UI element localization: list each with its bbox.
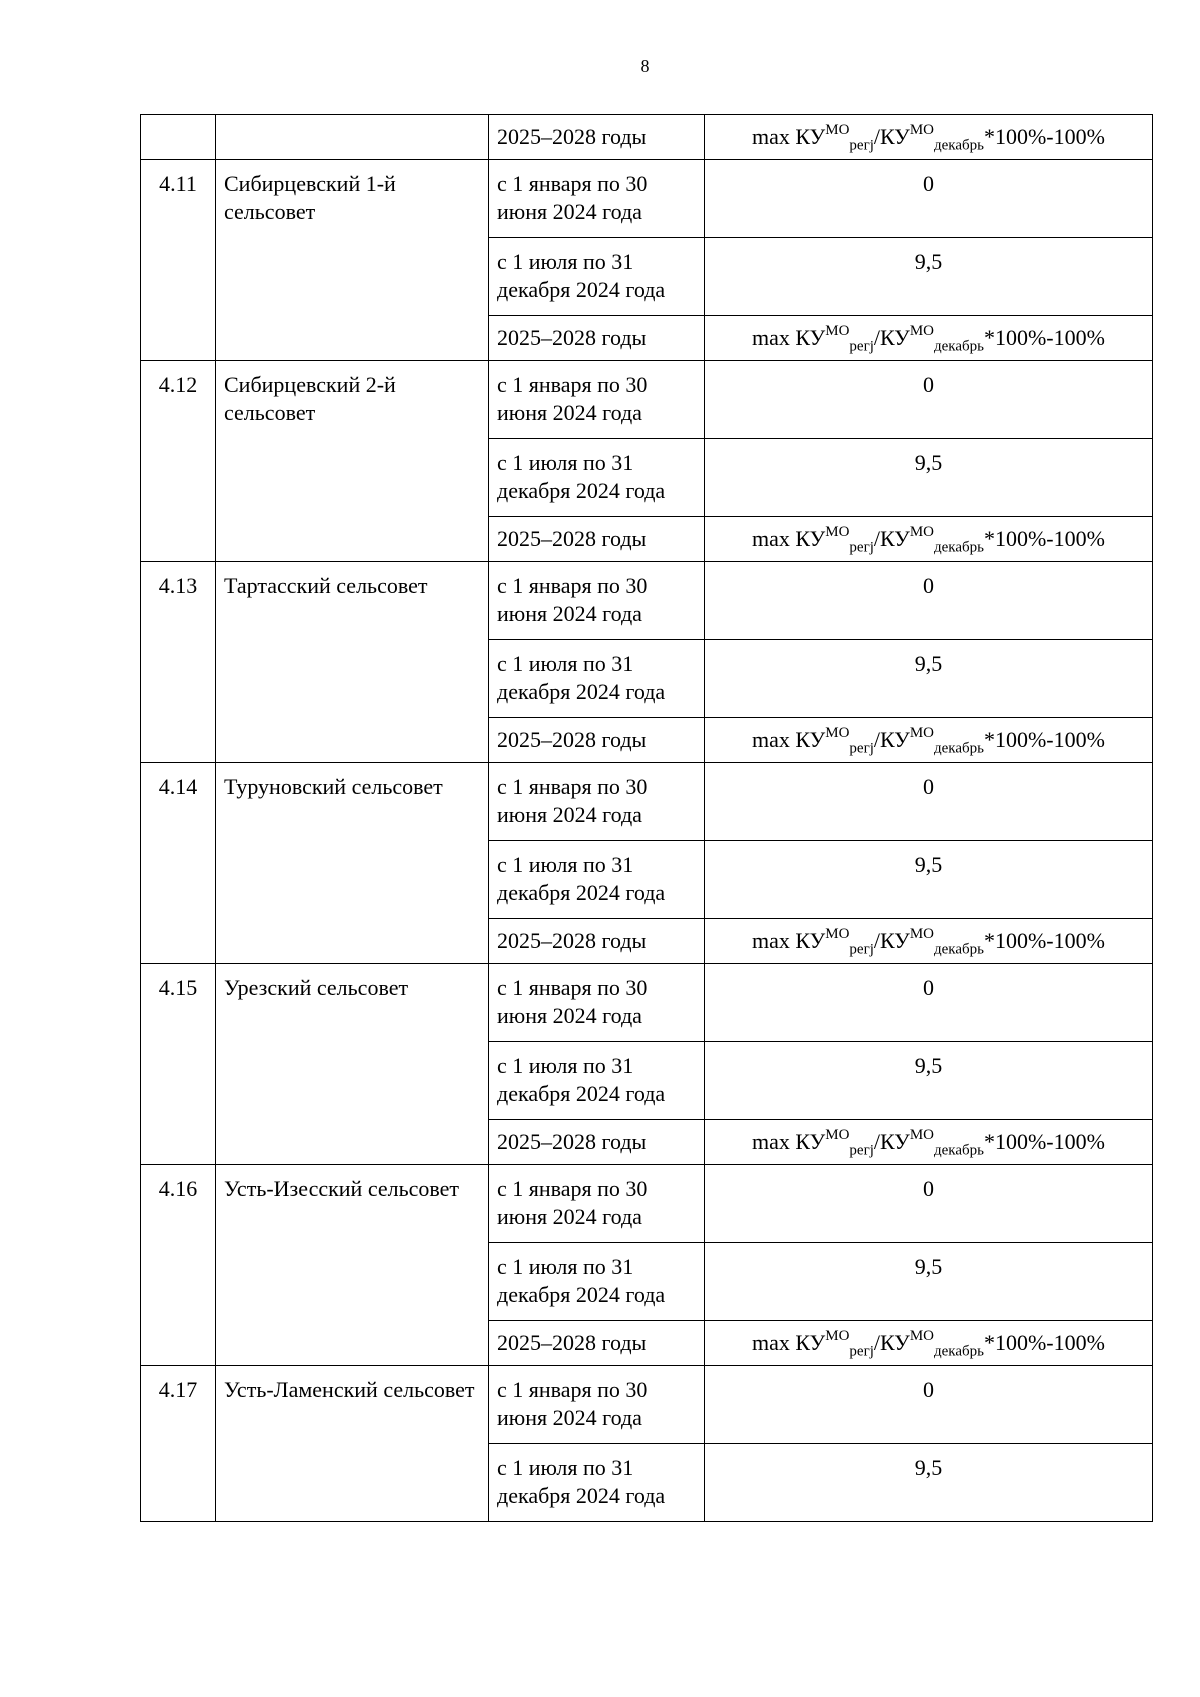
- formula-mid: /КУ: [873, 1129, 910, 1154]
- formula-cell: [705, 517, 1153, 562]
- period-cell: с 1 июля по 31 декабря 2024 года: [489, 1042, 705, 1120]
- municipality-name-cell: Туруновский сельсовет: [216, 763, 489, 964]
- period-cell: с 1 июля по 31 декабря 2024 года: [489, 1243, 705, 1321]
- municipality-name-cell: [216, 115, 489, 160]
- formula-prefix: max КУ: [752, 1330, 826, 1355]
- formula-sub-1: регj: [849, 137, 874, 154]
- formula-sub-1: регj: [849, 338, 874, 355]
- table-row: [141, 763, 1153, 841]
- value-cell: 9,5: [705, 1444, 1153, 1522]
- formula-suffix: *100%-100%: [983, 124, 1105, 149]
- row-number-cell: [141, 115, 216, 160]
- formula-sup-1: МО: [825, 1126, 850, 1143]
- value-cell: 9,5: [705, 841, 1153, 919]
- period-cell: с 1 января по 30 июня 2024 года: [489, 1165, 705, 1243]
- row-number-cell: 4.15: [141, 964, 216, 1165]
- table-row-continued: [141, 115, 1153, 160]
- formula-sup-2: МО: [909, 925, 934, 942]
- value-cell: 9,5: [705, 1243, 1153, 1321]
- formula-sup-1: МО: [825, 1327, 850, 1344]
- formula-sup-1: МО: [825, 925, 850, 942]
- row-number-cell: 4.14: [141, 763, 216, 964]
- formula-sub-2: декабрь: [933, 338, 984, 355]
- formula-cell: [705, 718, 1153, 763]
- formula-sup-1: МО: [825, 724, 850, 741]
- formula-prefix: max КУ: [752, 928, 826, 953]
- formula-sub-2: декабрь: [933, 740, 984, 757]
- period-cell: с 1 января по 30 июня 2024 года: [489, 964, 705, 1042]
- tariff-table: [140, 114, 1153, 1522]
- formula-sup-2: МО: [909, 724, 934, 741]
- formula-mid: /КУ: [873, 727, 910, 752]
- formula-sub-1: регj: [849, 740, 874, 757]
- period-cell: с 1 июля по 31 декабря 2024 года: [489, 640, 705, 718]
- period-cell: 2025–2028 годы: [489, 919, 705, 964]
- formula-sub-2: декабрь: [933, 539, 984, 556]
- formula-sub-1: регj: [849, 1343, 874, 1360]
- formula-sub-1: регj: [849, 941, 874, 958]
- formula-mid: /КУ: [873, 928, 910, 953]
- period-cell: 2025–2028 годы: [489, 316, 705, 361]
- period-cell: 2025–2028 годы: [489, 115, 705, 160]
- value-cell: 0: [705, 763, 1153, 841]
- formula-prefix: max КУ: [752, 124, 826, 149]
- formula-suffix: *100%-100%: [983, 526, 1105, 551]
- period-cell: с 1 июля по 31 декабря 2024 года: [489, 439, 705, 517]
- formula-suffix: *100%-100%: [983, 727, 1105, 752]
- formula-sup-1: МО: [825, 322, 850, 339]
- formula-mid: /КУ: [873, 124, 910, 149]
- formula-prefix: max КУ: [752, 526, 826, 551]
- table-body: [141, 115, 1153, 1522]
- formula-cell: [705, 115, 1153, 160]
- formula-sup-1: МО: [825, 523, 850, 540]
- formula-sub-1: регj: [849, 539, 874, 556]
- value-cell: 9,5: [705, 1042, 1153, 1120]
- municipality-name-cell: Сибирцевский 2-й сельсовет: [216, 361, 489, 562]
- formula-cell: [705, 316, 1153, 361]
- value-cell: 0: [705, 361, 1153, 439]
- row-number-cell: 4.17: [141, 1366, 216, 1522]
- municipality-name-cell: Усть-Изесский сельсовет: [216, 1165, 489, 1366]
- formula-mid: /КУ: [873, 526, 910, 551]
- formula-mid: /КУ: [873, 325, 910, 350]
- formula-suffix: *100%-100%: [983, 325, 1105, 350]
- formula-suffix: *100%-100%: [983, 1330, 1105, 1355]
- formula-sup-2: МО: [909, 1126, 934, 1143]
- table-row: [141, 562, 1153, 640]
- row-number-cell: 4.13: [141, 562, 216, 763]
- value-cell: 0: [705, 562, 1153, 640]
- period-cell: с 1 января по 30 июня 2024 года: [489, 763, 705, 841]
- value-cell: 0: [705, 1165, 1153, 1243]
- formula-sub-2: декабрь: [933, 1142, 984, 1159]
- table-row: [141, 361, 1153, 439]
- table-row: [141, 964, 1153, 1042]
- period-cell: с 1 июля по 31 декабря 2024 года: [489, 1444, 705, 1522]
- value-cell: 0: [705, 964, 1153, 1042]
- formula-sup-2: МО: [909, 523, 934, 540]
- value-cell: 9,5: [705, 238, 1153, 316]
- formula-cell: [705, 1321, 1153, 1366]
- municipality-name-cell: Сибирцевский 1-й сельсовет: [216, 160, 489, 361]
- period-cell: 2025–2028 годы: [489, 1321, 705, 1366]
- formula-cell: [705, 919, 1153, 964]
- period-cell: 2025–2028 годы: [489, 517, 705, 562]
- formula-suffix: *100%-100%: [983, 928, 1105, 953]
- period-cell: с 1 января по 30 июня 2024 года: [489, 1366, 705, 1444]
- formula-mid: /КУ: [873, 1330, 910, 1355]
- period-cell: с 1 июля по 31 декабря 2024 года: [489, 841, 705, 919]
- formula-sub-2: декабрь: [933, 941, 984, 958]
- formula-sub-2: декабрь: [933, 1343, 984, 1360]
- page-number: 8: [640, 56, 650, 76]
- table-row: [141, 1366, 1153, 1444]
- period-cell: 2025–2028 годы: [489, 718, 705, 763]
- period-cell: с 1 января по 30 июня 2024 года: [489, 361, 705, 439]
- formula-sup-2: МО: [909, 1327, 934, 1344]
- formula-sup-1: МО: [825, 121, 850, 138]
- value-cell: 0: [705, 1366, 1153, 1444]
- value-cell: 0: [705, 160, 1153, 238]
- formula-sub-1: регj: [849, 1142, 874, 1159]
- formula-prefix: max КУ: [752, 1129, 826, 1154]
- period-cell: с 1 января по 30 июня 2024 года: [489, 160, 705, 238]
- period-cell: с 1 июля по 31 декабря 2024 года: [489, 238, 705, 316]
- table-row: [141, 160, 1153, 238]
- formula-cell: [705, 1120, 1153, 1165]
- municipality-name-cell: Тартасский сельсовет: [216, 562, 489, 763]
- period-cell: с 1 января по 30 июня 2024 года: [489, 562, 705, 640]
- value-cell: 9,5: [705, 640, 1153, 718]
- formula-sup-2: МО: [909, 322, 934, 339]
- period-cell: 2025–2028 годы: [489, 1120, 705, 1165]
- row-number-cell: 4.11: [141, 160, 216, 361]
- municipality-name-cell: Урезский сельсовет: [216, 964, 489, 1165]
- row-number-cell: 4.12: [141, 361, 216, 562]
- row-number-cell: 4.16: [141, 1165, 216, 1366]
- value-cell: 9,5: [705, 439, 1153, 517]
- formula-prefix: max КУ: [752, 727, 826, 752]
- municipality-name-cell: Усть-Ламенский сельсовет: [216, 1366, 489, 1522]
- formula-suffix: *100%-100%: [983, 1129, 1105, 1154]
- formula-sup-2: МО: [909, 121, 934, 138]
- formula-sub-2: декабрь: [933, 137, 984, 154]
- formula-prefix: max КУ: [752, 325, 826, 350]
- table-row: [141, 1165, 1153, 1243]
